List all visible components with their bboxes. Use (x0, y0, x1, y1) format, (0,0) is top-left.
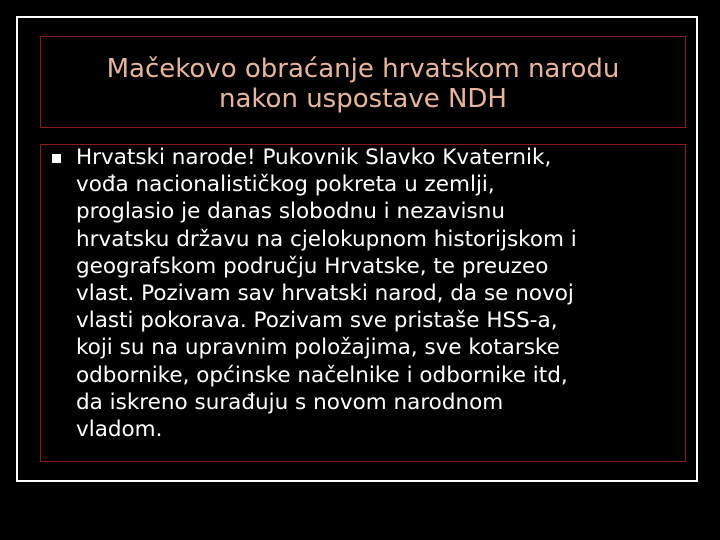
paragraph-line: vlast. Pozivam sav hrvatski narod, da se novoj (76, 281, 574, 307)
paragraph-line: vladom. (76, 417, 163, 443)
slide-title-line: nakon uspostave NDH (219, 84, 507, 114)
paragraph-line: proglasio je danas slobodnu i nezavisnu (76, 199, 505, 225)
paragraph-line: koji su na upravnim položajima, sve kotarske (76, 335, 560, 361)
paragraph-line: geografskom području Hrvatske, te preuzeo (76, 253, 549, 279)
paragraph-line: Hrvatski narode! Pukovnik Slavko Kvaternik, (76, 145, 552, 170)
paragraph-line: vođa nacionalističkog pokreta u zemlji, (76, 172, 495, 198)
bullet-paragraph (76, 144, 676, 443)
slide-title (40, 54, 686, 114)
paragraph-line: da iskreno surađuju s novom narodnom (76, 389, 504, 415)
paragraph-line: hrvatsku državu na cjelokupnom historijskom i (76, 226, 577, 252)
paragraph-line: vlasti pokorava. Pozivam sve pristaše HSS-a, (76, 308, 558, 334)
paragraph-line: odbornike, općinske načelnike i odbornike itd, (76, 362, 568, 388)
bullet-square-icon (52, 154, 61, 163)
slide-title-line: Mačekovo obraćanje hrvatskom narodu (106, 54, 620, 84)
